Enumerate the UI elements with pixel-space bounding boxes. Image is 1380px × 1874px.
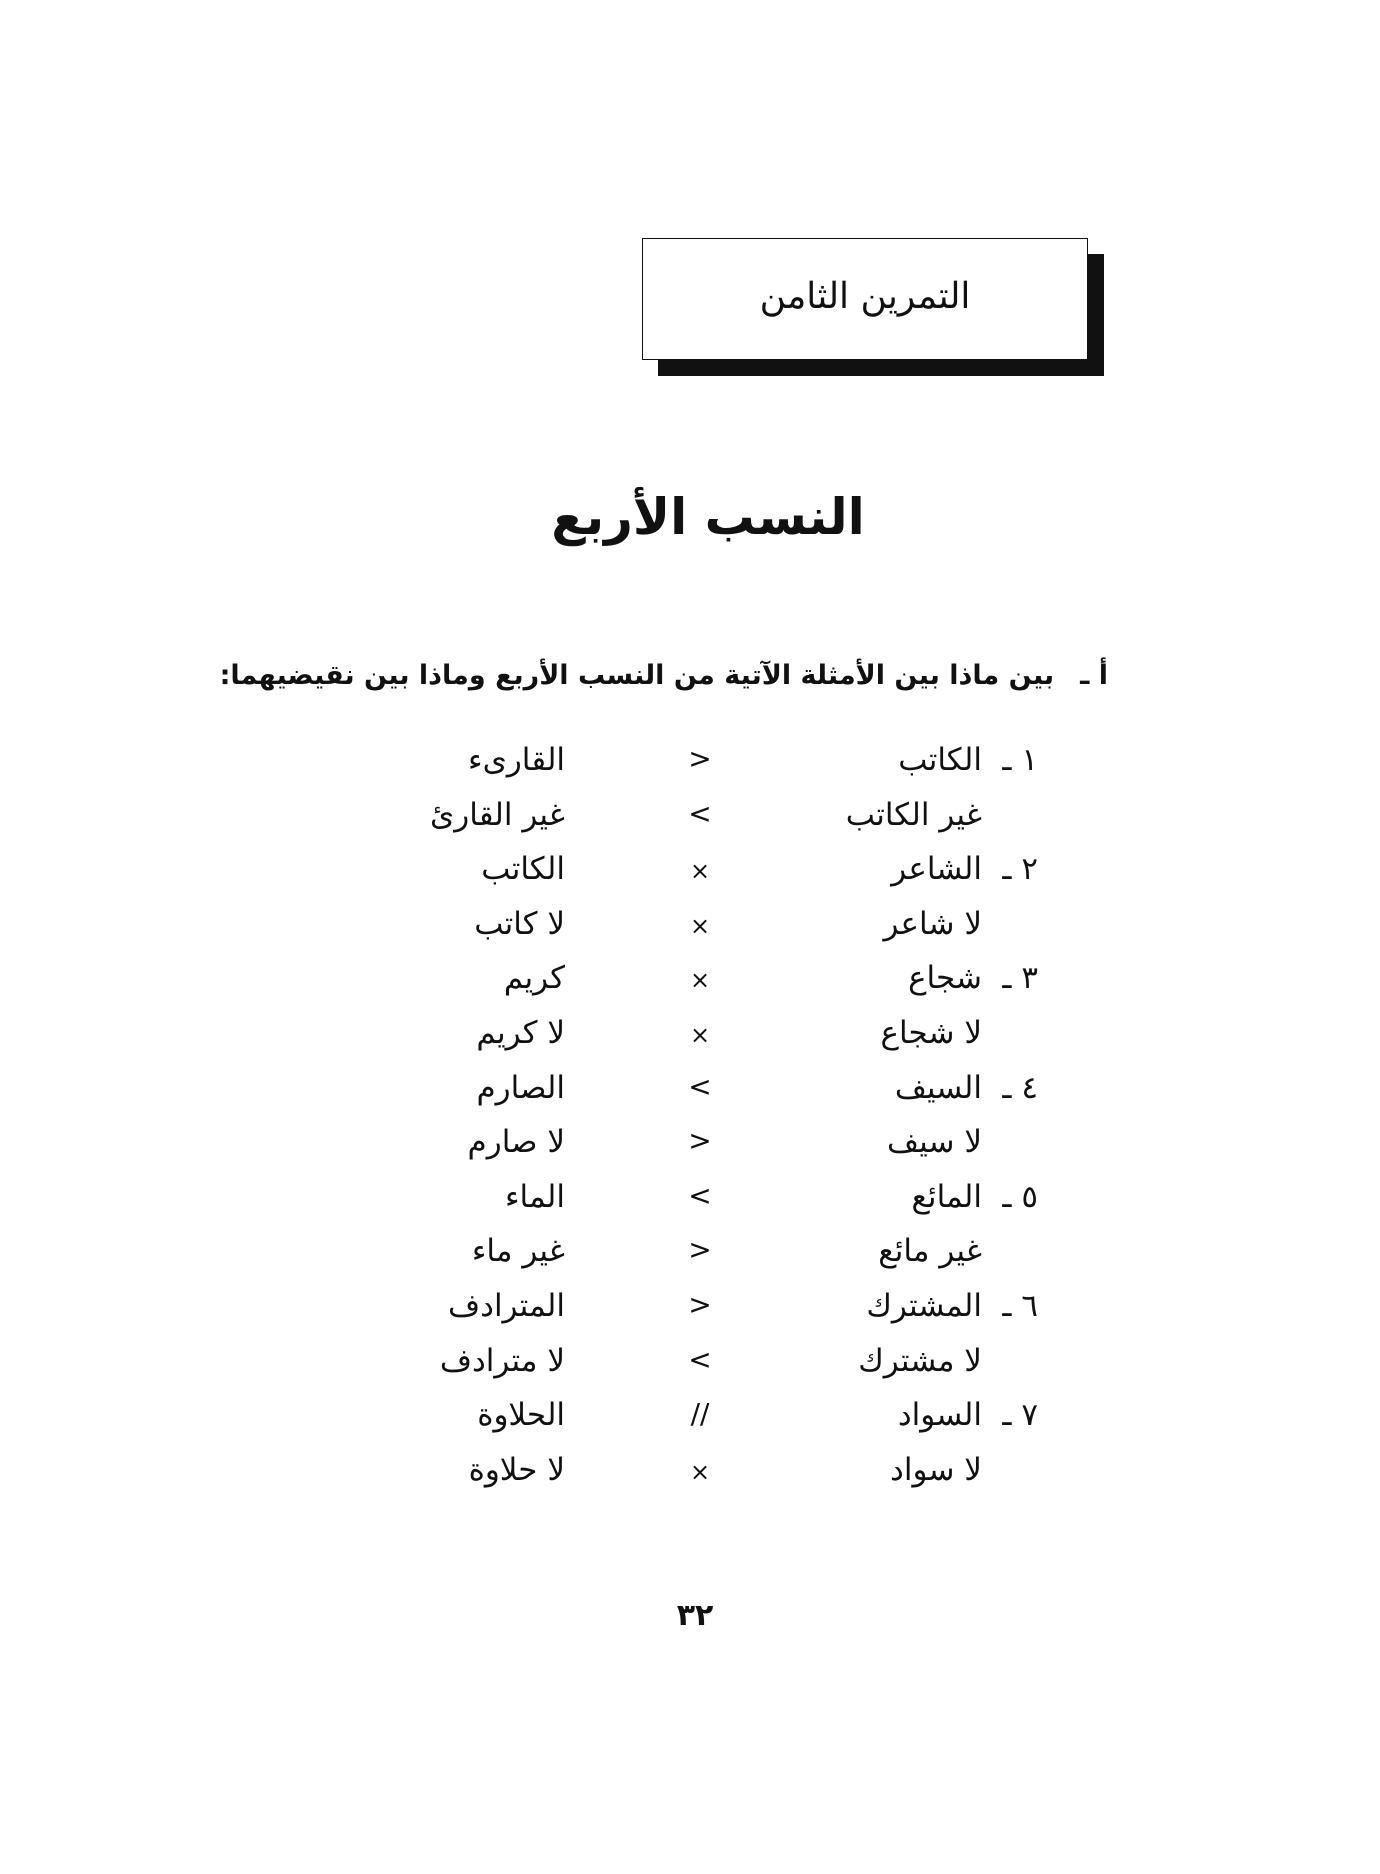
first-term-text: شجاع	[908, 960, 982, 997]
table-row	[0, 1288, 1380, 1343]
page-title: النسب الأربع	[551, 488, 865, 546]
first-term	[883, 906, 982, 942]
second-term: لا كاتب	[474, 905, 565, 942]
first-term-text: غير الكاتب	[845, 796, 982, 833]
relation-symbol: ×	[689, 1020, 711, 1049]
exercise-heading: التمرين الثامن	[759, 275, 971, 317]
second-term: القارىء	[468, 742, 565, 778]
first-term	[890, 1452, 982, 1488]
table-row	[0, 906, 1380, 961]
first-term	[858, 1343, 982, 1379]
table-row	[0, 851, 1380, 906]
item-number: ٣ ـ	[1002, 960, 1038, 997]
table-row	[0, 1343, 1380, 1398]
first-term	[846, 797, 982, 833]
first-term	[911, 1179, 1038, 1215]
relation-symbol: ×	[689, 857, 711, 886]
second-term: كريم	[503, 960, 565, 997]
first-term	[881, 1015, 982, 1051]
relation-symbol: //	[690, 1397, 710, 1431]
relation-symbol: ×	[689, 911, 711, 940]
second-term: لا كريم	[476, 1014, 565, 1051]
instruction-marker: أ ـ	[1080, 660, 1108, 691]
second-term: غير ماء	[471, 1233, 565, 1270]
first-term	[887, 1124, 982, 1160]
first-term	[895, 1070, 1038, 1106]
first-term-text: السواد	[897, 1397, 982, 1434]
table-row	[0, 1070, 1380, 1125]
relation-symbol: ×	[689, 966, 711, 995]
first-term-text: المشترك	[866, 1287, 982, 1324]
second-term: الماء	[504, 1178, 565, 1215]
first-term-text: لا شجاع	[880, 1014, 982, 1051]
first-term	[908, 960, 1038, 996]
heading-box-frame	[642, 238, 1088, 360]
table-row	[0, 742, 1380, 797]
second-term: لا حلاوة	[468, 1451, 565, 1488]
first-term-text: لا مشترك	[858, 1342, 982, 1379]
relation-symbol: <	[688, 1178, 712, 1212]
item-number: ٤ ـ	[1002, 1069, 1038, 1106]
first-term	[891, 851, 1038, 887]
second-term: لا مترادف	[439, 1342, 565, 1379]
item-number: ١ ـ	[1002, 742, 1038, 778]
second-term: لا صارم	[467, 1124, 565, 1161]
second-term: الحلاوة	[477, 1397, 565, 1434]
first-term-text: لا سيف	[887, 1124, 982, 1161]
first-term-text: الشاعر	[891, 851, 982, 888]
table-row	[0, 1397, 1380, 1452]
item-number: ٥ ـ	[1002, 1178, 1038, 1215]
first-term-text: غير مائع	[878, 1233, 982, 1270]
first-term	[898, 1397, 1038, 1433]
first-term-text: لا سواد	[890, 1451, 982, 1488]
relation-symbol: >	[688, 1287, 712, 1321]
first-term	[878, 1233, 982, 1269]
first-term-text: المائع	[911, 1178, 982, 1215]
first-term-text: السيف	[894, 1069, 982, 1106]
item-number: ٦ ـ	[1002, 1287, 1038, 1324]
table-row	[0, 1233, 1380, 1288]
table-row	[0, 1124, 1380, 1179]
second-term: الصارم	[476, 1069, 565, 1106]
first-term-text: الكاتب	[898, 742, 982, 778]
second-term: غير القارئ	[430, 796, 565, 833]
second-term: المترادف	[448, 1287, 565, 1324]
relation-symbol: <	[688, 796, 712, 830]
first-term	[866, 1288, 1038, 1324]
table-row	[0, 797, 1380, 852]
second-term: الكاتب	[481, 851, 565, 888]
page-number: ٣٢	[676, 1598, 714, 1633]
instruction-text: بين ماذا بين الأمثلة الآتية من النسب الأربع وماذا بين نقيضيهما:	[219, 660, 1055, 691]
table-row	[0, 1179, 1380, 1234]
relation-symbol: <	[688, 1342, 712, 1376]
relation-symbol: >	[688, 1233, 712, 1267]
relation-symbol: <	[688, 1069, 712, 1103]
table-row	[0, 1015, 1380, 1070]
first-term-text: لا شاعر	[883, 905, 982, 942]
instruction-line	[208, 660, 1108, 691]
item-number: ٧ ـ	[1002, 1397, 1038, 1434]
relation-symbol: >	[688, 1124, 712, 1158]
table-row	[0, 960, 1380, 1015]
relation-symbol: >	[688, 742, 712, 775]
item-number: ٢ ـ	[1002, 851, 1038, 888]
relation-symbol: ×	[689, 1457, 711, 1486]
table-row	[0, 1452, 1380, 1507]
exercise-heading-box	[642, 238, 1088, 360]
relations-table	[0, 742, 1380, 1506]
first-term	[898, 742, 1038, 778]
